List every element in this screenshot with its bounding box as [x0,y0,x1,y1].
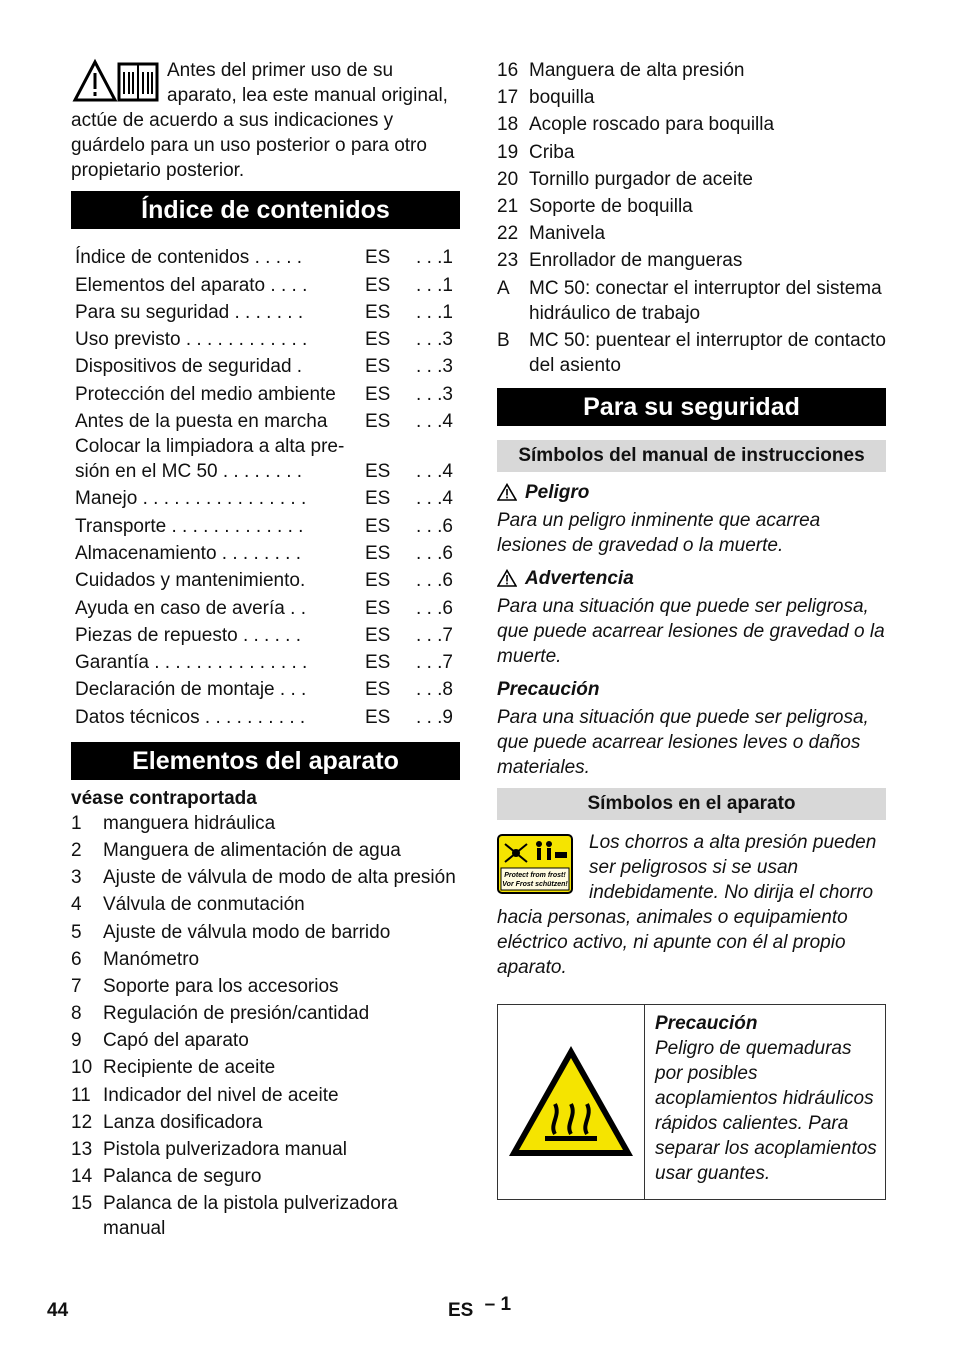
device-symbol-text: Los chorros a alta presión pueden ser peligrosos si se usan indebidamente. No dirija el chorro hacia personas, animales o equipamiento eléctrico activo, ni apunte con él al propio aparato. [497,831,877,978]
toc-row [71,511,460,538]
item-number: 20 [497,168,519,190]
item-label: Tornillo purgador de aceite [529,168,753,190]
item-label: Capó del aparato [103,1030,249,1052]
item-number: 9 [71,1030,82,1052]
safety-heading: Para su seguridad [497,388,886,426]
list-item [71,865,460,890]
toc-title: Datos técnicos . . . . . . . . . . [75,706,306,728]
toc-page: . . .9 [416,706,453,728]
toc-page: . . .7 [416,652,453,674]
footer-lang-page [448,1294,512,1323]
toc-lang: ES [365,515,391,537]
warning-triangle-icon [497,483,517,501]
list-item [71,1191,460,1241]
toc-lang: ES [365,329,391,351]
item-label: Enrollador de mangueras [529,250,743,272]
intro-text: Antes del primer uso de su aparato, lea este manual original, actúe de acuerdo a sus indicaciones y guárdelo para un uso posterior o para otro propietario posterior. [71,60,448,181]
toc-row [71,675,460,702]
item-number: 2 [71,839,82,861]
item-number: 11 [71,1084,91,1106]
toc-title: Elementos del aparato . . . . [75,274,308,296]
item-label: Lanza dosificadora [103,1111,263,1133]
toc-page: . . .6 [416,570,453,592]
page-number: 44 [47,1300,69,1321]
list-item [497,328,886,378]
danger-label: Peligro [525,481,590,503]
item-label: Regulación de presión/cantidad [103,1003,370,1025]
item-label: Manómetro [103,948,200,970]
caution-label: Precaución [497,678,600,700]
list-item [497,85,886,110]
list-item [497,194,886,219]
item-label: Manguera de alta presión [529,60,745,81]
item-number: 8 [71,1003,82,1025]
toc-row [71,298,460,325]
elements-heading: Elementos del aparato [71,742,460,780]
toc-title: Protección del medio ambiente [75,383,336,405]
toc-page: . . .6 [416,515,453,537]
warning-triangle-icon [75,62,115,100]
item-label: Palanca de la pistola pulverizadora manual [103,1193,398,1240]
toc-page: . . .1 [416,274,453,296]
hot-surface-text-block [645,1005,885,1199]
item-label: Manguera de alimentación de agua [103,839,401,861]
animal-icon [555,852,567,858]
toc-row [71,243,460,270]
toc-lang: ES [365,706,391,728]
item-number: 21 [497,195,519,217]
toc-lang: ES [365,597,391,619]
footer-lang: ES [448,1300,474,1321]
toc-page: . . .6 [416,597,453,619]
book-icon [119,64,157,100]
toc-lang: ES [365,488,391,510]
toc-lang: ES [365,624,391,646]
item-number: 15 [71,1193,93,1215]
toc-lang: ES [365,383,391,405]
toc-row [71,648,460,675]
item-number: 4 [71,894,82,916]
item-number: B [497,329,510,351]
toc-row [71,270,460,297]
list-item [71,1001,460,1026]
list-item [497,167,886,192]
toc-list [71,243,460,730]
toc-lang: ES [365,570,391,592]
device-symbol-block [497,830,886,980]
item-number: 10 [71,1057,93,1079]
item-label: Palanca de seguro [103,1166,262,1188]
toc-page: . . .3 [416,383,453,405]
toc-title: Ayuda en caso de avería . . [75,597,306,619]
footer-dash-number: – 1 [484,1294,512,1315]
item-number: 12 [71,1111,93,1133]
item-label: boquilla [529,87,595,109]
right-column [497,58,886,1200]
list-item [497,221,886,246]
item-label: MC 50: conectar el interruptor del sistema hidráulico de trabajo [529,277,882,324]
item-label: Criba [529,141,575,163]
list-item [497,112,886,137]
toc-title: Dispositivos de seguridad . [75,356,303,378]
toc-row [71,566,460,593]
hot-box-text: Peligro de quemaduras por posibles acoplamientos hidráulicos rápidos calientes. Para separar los acoplamientos usar guantes. [655,1037,877,1184]
item-label: Ajuste de válvula modo de barrido [103,921,391,943]
toc-page: . . .1 [416,247,453,269]
warning-heading [497,566,886,591]
left-column [71,58,460,1244]
item-number: 18 [497,114,519,136]
item-label: Pistola pulverizadora manual [103,1139,347,1160]
item-number: 19 [497,141,519,163]
hot-surface-warning-icon [498,1005,645,1199]
item-label: MC 50: puentear el interruptor de contacto del asiento [529,329,886,376]
item-number: 1 [71,812,82,834]
item-number: 13 [71,1139,93,1160]
list-item [497,140,886,165]
toc-lang: ES [365,679,391,701]
toc-row [71,593,460,620]
list-item [71,1137,460,1162]
toc-title: Colocar la limpiadora a alta pre- sión en el MC 50 . . . . . . . . [75,436,345,483]
toc-row [71,325,460,352]
item-number: 22 [497,223,519,245]
toc-page: . . .4 [416,461,453,483]
toc-row [71,407,460,434]
item-label: Indicador del nivel de aceite [103,1084,339,1106]
toc-row [71,434,460,484]
item-number: 5 [71,921,82,943]
toc-title: Garantía . . . . . . . . . . . . . . . [75,652,308,674]
toc-page: . . .3 [416,356,453,378]
toc-page: . . .4 [416,488,453,510]
manual-symbols-heading: Símbolos del manual de instrucciones [497,440,886,472]
item-label: Acople roscado para boquilla [529,114,775,136]
toc-page: . . .4 [416,411,453,433]
elements-subheading: véase contraportada [71,787,257,809]
toc-title: Almacenamiento . . . . . . . . [75,542,301,564]
device-label-line-1: Protect from frost! [504,871,566,879]
toc-title: Índice de contenidos . . . . . [75,247,303,269]
intro-block [71,58,460,183]
item-number: 7 [71,975,82,997]
item-number: 23 [497,250,519,272]
list-item [71,1028,460,1053]
toc-lang: ES [365,301,391,323]
hot-surface-box [497,1004,886,1200]
toc-lang: ES [365,356,391,378]
warning-label: Advertencia [525,567,634,589]
item-label: Recipiente de aceite [103,1057,276,1079]
toc-title: Transporte . . . . . . . . . . . . . [75,515,304,537]
list-item [71,811,460,836]
item-number: 16 [497,60,519,81]
list-item [71,1164,460,1189]
toc-lang: ES [365,542,391,564]
item-label: Válvula de conmutación [103,894,305,916]
toc-title: Piezas de repuesto . . . . . . [75,624,302,646]
toc-lang: ES [365,274,391,296]
toc-row [71,484,460,511]
list-item [71,920,460,945]
toc-title: Cuidados y mantenimiento. [75,570,306,592]
item-number: A [497,277,510,299]
item-label: Ajuste de válvula de modo de alta presión [103,867,456,889]
toc-page: . . .1 [416,301,453,323]
toc-page: . . .8 [416,679,453,701]
elements-list-left [71,811,460,1242]
toc-lang: ES [365,411,391,433]
item-label: manguera hidráulica [103,812,276,834]
toc-lang: ES [365,652,391,674]
list-item [71,1055,460,1080]
warning-triangle-icon [497,569,517,587]
item-number: 6 [71,948,82,970]
toc-lang: ES [365,247,391,269]
toc-row [71,539,460,566]
intro-icons [71,58,163,106]
toc-page: . . .7 [416,624,453,646]
toc-lang: ES [365,461,391,483]
device-label-image [497,834,573,894]
danger-text: Para un peligro inminente que acarrea lesiones de gravedad o la muerte. [497,509,821,556]
warning-text: Para una situación que puede ser peligrosa, que puede acarrear lesiones de gravedad o la muerte. [497,595,885,667]
item-number: 3 [71,867,82,889]
list-item [71,1110,460,1135]
toc-row [71,621,460,648]
elements-list-right [497,58,886,378]
toc-page: . . .3 [416,329,453,351]
toc-title: Declaración de montaje . . . [75,679,307,701]
toc-row [71,379,460,406]
item-number: 17 [497,87,519,109]
toc-title: Manejo . . . . . . . . . . . . . . . . [75,488,307,510]
list-item [497,58,886,83]
hot-box-title: Precaución [655,1012,758,1034]
toc-heading: Índice de contenidos [71,191,460,229]
toc-title: Para su seguridad . . . . . . . [75,301,304,323]
item-number: 14 [71,1166,93,1188]
list-item [497,248,886,273]
toc-title: Antes de la puesta en marcha [75,411,328,433]
device-symbols-heading: Símbolos en el aparato [497,788,886,820]
toc-page: . . .6 [416,542,453,564]
item-label: Manivela [529,223,606,245]
caution-heading [497,677,886,702]
list-item [71,1083,460,1108]
list-item [71,974,460,999]
list-item [497,276,886,326]
toc-title: Uso previsto . . . . . . . . . . . . [75,329,308,351]
caution-text: Para una situación que puede ser peligrosa, que puede acarrear lesiones leves o daños materiales. [497,706,869,778]
list-item [71,947,460,972]
list-item [71,838,460,863]
danger-heading [497,480,886,505]
device-label-line-2: Vor Frost schützen! [502,880,568,888]
item-label: Soporte de boquilla [529,195,693,217]
item-label: Soporte para los accesorios [103,975,339,997]
toc-row [71,352,460,379]
toc-row [71,702,460,729]
list-item [71,892,460,917]
